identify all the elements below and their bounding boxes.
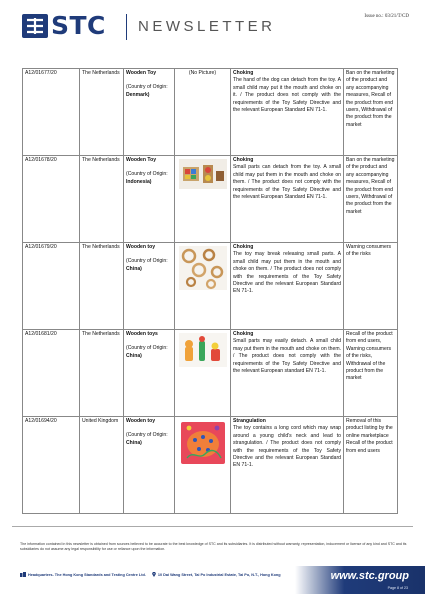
origin-country: China) xyxy=(126,352,142,359)
hazard-description: Small parts can detach from the toy. A small child may put them in the mouth and choke on them. / The product does not comply with the requirements of the Toy Safety Directive and the relevant European Standard EN 71-1. xyxy=(233,164,341,201)
product-cell xyxy=(124,330,175,417)
hazard-title: Strangulation xyxy=(233,418,266,424)
table-row xyxy=(23,243,398,330)
hazard-cell xyxy=(231,243,344,330)
notifying-country: The Netherlands xyxy=(80,330,124,417)
table-row xyxy=(23,417,398,514)
newsletter-header xyxy=(0,0,425,58)
building-icon xyxy=(20,572,26,577)
table-row xyxy=(23,330,398,417)
origin-country: Indonesia) xyxy=(126,178,152,185)
lacing-board-toy-photo xyxy=(179,420,227,466)
origin-label: (Country of Origin: xyxy=(126,432,168,439)
wooden-toy-set-photo xyxy=(179,159,227,191)
notification-number: A12/01681/20 xyxy=(23,330,80,417)
newsletter-title: NEWSLETTER xyxy=(138,18,276,35)
origin-country: Denmark) xyxy=(126,91,150,98)
headquarters-label: Headquarters xyxy=(28,572,53,577)
origin-label: (Country of Origin: xyxy=(126,345,168,352)
headquarters-line xyxy=(20,572,281,577)
hazard-title: Choking xyxy=(233,331,254,337)
origin-country: China) xyxy=(126,265,142,272)
notifying-country: The Netherlands xyxy=(80,69,124,156)
product-cell xyxy=(124,417,175,514)
table-row xyxy=(23,156,398,243)
stc-logo-mark-icon xyxy=(22,14,48,38)
product-name: Wooden Toy xyxy=(126,157,157,163)
measures-taken: Removal of this product listing by the online marketplace Recall of the product from end users xyxy=(344,417,398,514)
notification-number: A12/01679/20 xyxy=(23,243,80,330)
product-name: Wooden toy xyxy=(126,244,156,250)
location-pin-icon xyxy=(152,572,156,577)
footer-divider xyxy=(12,526,413,527)
table-row xyxy=(23,69,398,156)
hazard-cell xyxy=(231,330,344,417)
measures-taken: Ban on the marketing of the product and any accompanying measures, Recall of the product from end users, Withdrawal of the product from the market xyxy=(344,69,398,156)
header-divider xyxy=(126,14,127,40)
product-name: Wooden toys xyxy=(126,331,158,337)
hazard-title: Choking xyxy=(233,244,254,250)
disclaimer-text: The information contained in this newsletter is obtained from sources believed to be accurate to the best knowledge of STC and its subsidiaries. It is distributed without warranty, representation, inducement or license of any kind and STC and its subsidiaries do not assume any legal responsibility for use or reliance upon the information. xyxy=(20,542,407,551)
origin-label: (Country of Origin: xyxy=(126,258,168,265)
notifying-country: The Netherlands xyxy=(80,156,124,243)
picture-cell xyxy=(175,330,231,417)
hazard-description: The hand of the dog can detach from the toy. A small child may put it the mouth and choke on it. / The product does not comply with the requirements of the Toy Safety Directive and the relevant European Standard EN 71-1. xyxy=(233,77,341,114)
origin-label: (Country of Origin: xyxy=(126,84,168,91)
notification-number: A12/01694/20 xyxy=(23,417,80,514)
hazard-description: The toy may break releasing small parts. A small child may put them in the mouth and choke on them. / The product does not comply with the requirements of the Toy Safety Directive and the relevant European Standard EN 71-1. xyxy=(233,251,341,295)
product-cell xyxy=(124,69,175,156)
hazard-cell xyxy=(231,417,344,514)
wooden-rings-toy-photo xyxy=(179,246,227,290)
picture-cell xyxy=(175,243,231,330)
product-name: Wooden Toy xyxy=(126,70,157,76)
issue-number: Issue no.: 03/21/T/CD xyxy=(364,14,409,19)
stc-logo xyxy=(22,11,106,40)
headquarters-address: 10 Dai Wang Street, Tai Po Industrial Estate, Tai Po, N.T., Hong Kong xyxy=(157,572,281,577)
measures-taken: Recall of the product from end users, Warning consumers of the risks, Withdrawal of the product from the market xyxy=(344,330,398,417)
headquarters-name: - The Hong Kong Standards and Testing Centre Ltd. xyxy=(52,572,146,577)
origin-label: (Country of Origin: xyxy=(126,171,168,178)
no-picture-text: (No Picture) xyxy=(175,69,231,156)
picture-cell xyxy=(175,156,231,243)
hazard-title: Choking xyxy=(233,70,254,76)
notification-number: A12/01678/20 xyxy=(23,156,80,243)
hazard-title: Choking xyxy=(233,157,254,163)
notification-number: A12/01677/20 xyxy=(23,69,80,156)
hazard-description: Small parts may easily detach. A small child may put them in the mouth and choke on them. / The product does not comply with the requirements of the Toy Safety Directive and the relevant European standard EN 71-1. xyxy=(233,338,341,375)
measures-taken: Ban on the marketing of the product and any accompanying measures, Recall of the product from end users, Withdrawal of the product from the market xyxy=(344,156,398,243)
hazard-cell xyxy=(231,156,344,243)
brand-name: STC xyxy=(51,11,106,40)
website-link[interactable]: www.stc.group xyxy=(330,570,409,582)
hazard-cell xyxy=(231,69,344,156)
origin-country: China) xyxy=(126,439,142,446)
product-cell xyxy=(124,243,175,330)
picture-cell xyxy=(175,417,231,514)
recall-table xyxy=(22,68,398,514)
notifying-country: The Netherlands xyxy=(80,243,124,330)
measures-taken: Warning consumers of the risks xyxy=(344,243,398,330)
product-name: Wooden toy xyxy=(126,418,156,424)
product-cell xyxy=(124,156,175,243)
wooden-figures-photo xyxy=(179,333,227,367)
notifying-country: United Kingdom xyxy=(80,417,124,514)
hazard-description: The toy contains a long cord which may wrap around a young child's neck and lead to strangulation. / The product does not comply with the requirements of the Toy Safety Directive and the relevant European Standard EN 71-1. xyxy=(233,425,341,469)
page-number: Page 8 of 23 xyxy=(387,586,408,590)
